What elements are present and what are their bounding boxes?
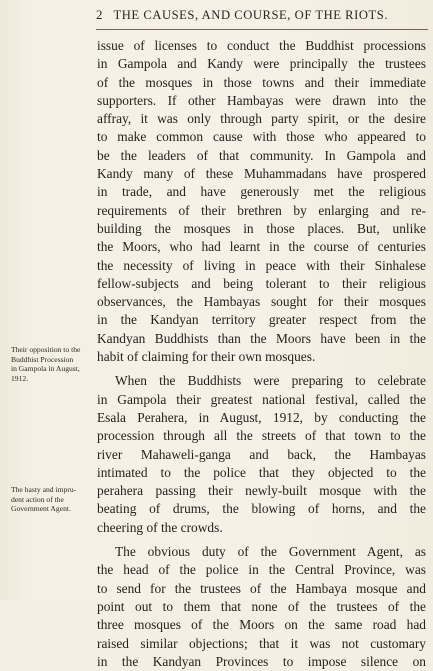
side-note-line: Government Agent. bbox=[11, 504, 71, 513]
text-line: building the mosques in those places. But, unlike bbox=[97, 220, 426, 236]
side-note-line: Their opposition to the bbox=[11, 345, 81, 354]
text-line: intimated to the police that they objected to the bbox=[97, 464, 426, 480]
text-line: Kandy many of these Muhammadans have prospered bbox=[97, 166, 426, 182]
text-line: habit of claiming for their own mosques. bbox=[97, 349, 316, 365]
text-line: procession through all the streets of that town to the bbox=[97, 428, 426, 444]
text-line: three mosques of the Moors on the same road had bbox=[97, 617, 426, 633]
side-note-line: The hasty and impru- bbox=[11, 485, 77, 494]
side-note-line: in Gampola in August, bbox=[11, 364, 80, 373]
text-line: in trade, and have generously met the religious bbox=[97, 184, 426, 200]
text-line: in the Kandyan Provinces to impose silence on bbox=[97, 653, 426, 669]
text-line: The obvious duty of the Government Agent, as bbox=[115, 544, 426, 560]
text-line: be the leaders of that community. In Gampola and bbox=[97, 147, 426, 163]
side-note-opposition bbox=[11, 345, 97, 383]
text-line: of the mosques in those towns and their immediate bbox=[97, 74, 426, 90]
text-line: point out to them that none of the trustees of the bbox=[97, 598, 426, 614]
text-line: in Gampola their greatest national festival, called the bbox=[97, 391, 426, 407]
text-line: in Gampola and Kandy were principally the trustees bbox=[97, 56, 426, 72]
text-line: the necessity of living in peace with their Sinhalese bbox=[97, 257, 426, 273]
text-line: the Moors, who had learnt in the course of centuries bbox=[97, 239, 426, 255]
page-number: 2 bbox=[96, 7, 104, 22]
paragraph-2 bbox=[97, 372, 426, 537]
text-line: issue of licenses to conduct the Buddhist processions bbox=[97, 38, 426, 53]
text-line: raised similar objections; that it was not customary bbox=[97, 635, 426, 651]
text-line: affray, it was only through party spirit, or the desire bbox=[97, 111, 426, 127]
text-line: Kandyan Buddhists than the Moors have been in the bbox=[97, 330, 426, 346]
running-header bbox=[96, 7, 426, 25]
text-line: cheering of the crowds. bbox=[97, 519, 223, 535]
text-line: to send for the trustees of the Hambaya mosque and bbox=[97, 580, 426, 596]
text-line: river Mahaweli-ganga and back, the Hambayas bbox=[97, 446, 426, 462]
side-note-government-agent bbox=[11, 485, 97, 514]
text-line: observances, the Hambayas sought for their mosques bbox=[97, 294, 426, 310]
text-line: in the Kandyan territory greater respect from the bbox=[97, 312, 426, 328]
header-rule bbox=[96, 29, 428, 30]
text-line: the head of the police in the Central Province, was bbox=[97, 562, 426, 578]
text-line: fellow-subjects and being tolerant to their religious bbox=[97, 275, 426, 291]
text-line: When the Buddhists were preparing to celebrate bbox=[115, 373, 426, 389]
side-note-line: Buddhist Procession bbox=[11, 354, 74, 364]
side-note-line: dent action of the bbox=[11, 494, 64, 504]
running-title: THE CAUSES, AND COURSE, OF THE RIOTS. bbox=[113, 8, 389, 22]
paragraph-3 bbox=[97, 543, 426, 671]
side-note-line: 1912. bbox=[11, 373, 29, 383]
text-line: beating of drums, the blowing of horns, and the bbox=[97, 501, 426, 517]
text-line: perahera passing their newly-built mosque with the bbox=[97, 483, 426, 499]
text-line: supporters. If other Hambayas were drawn into the bbox=[97, 92, 426, 108]
body-text bbox=[97, 37, 426, 671]
paragraph-1 bbox=[97, 37, 426, 366]
text-line: to make common cause with those who appeared to bbox=[97, 129, 426, 145]
text-line: Esala Perahera, in August, 1912, by conducting the bbox=[97, 409, 426, 425]
text-line: requirements of their brethren by enlarging and re- bbox=[97, 202, 426, 218]
